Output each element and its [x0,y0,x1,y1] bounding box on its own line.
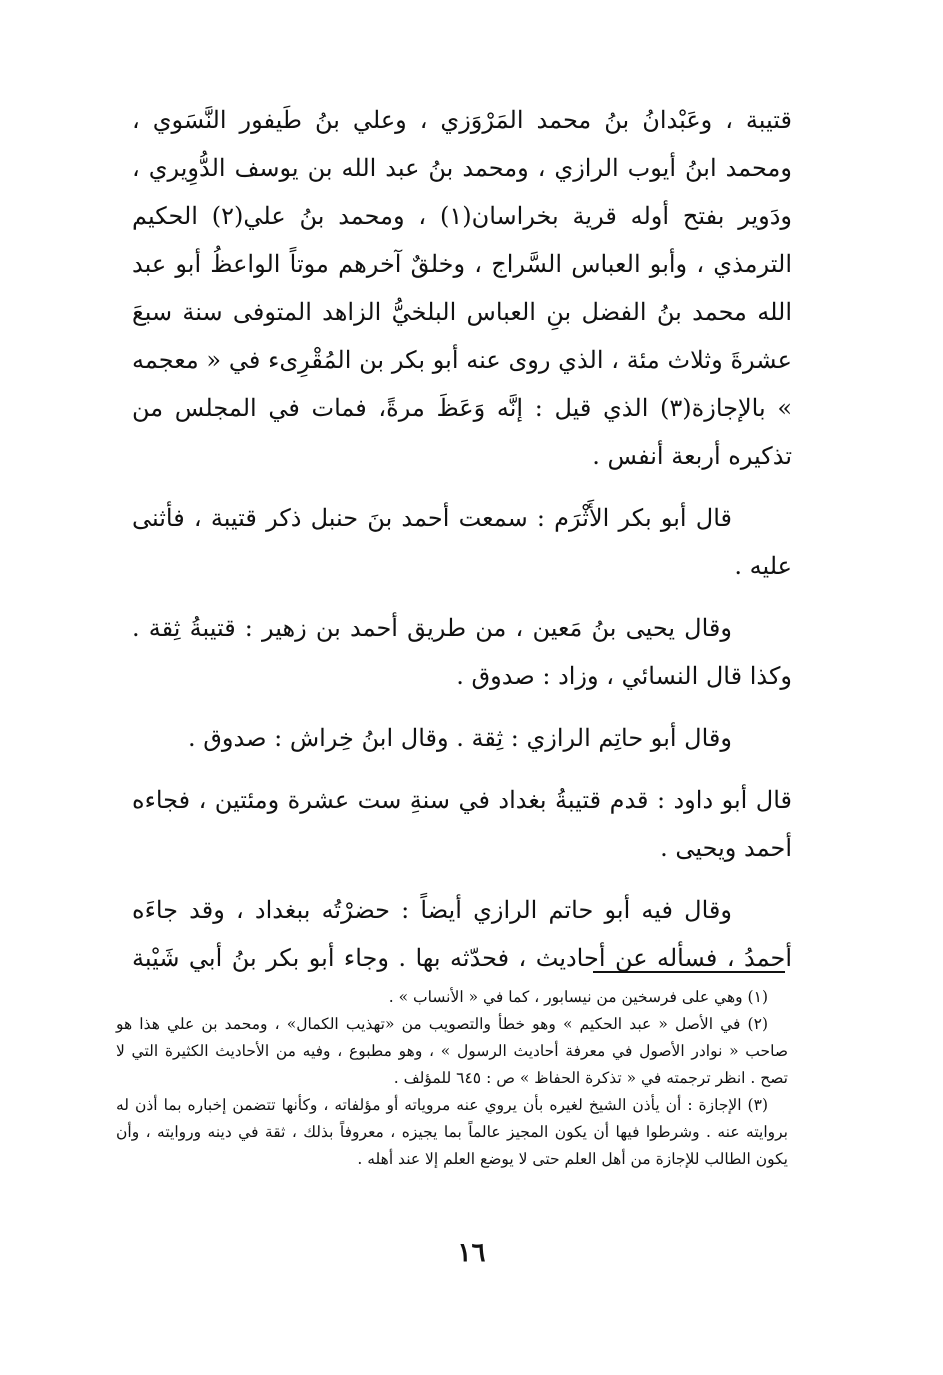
paragraph-6: وقال فيه أبو حاتم الرازي أيضاً : حضرْتُه ببغداد ، وقد جاءَه أحمدُ ، فسأله عن أحاديث ، فحدّثه بها . وجاء أبو بكر بنُ أبي شَيْبة [132,896,792,972]
page-number: ١٦ [457,1238,486,1268]
main-text [132,96,792,982]
paragraph-1: قتيبة ، وعَبْدانُ بنُ محمد المَرْوَزي ، وعلي بنُ طَيفور النَّسَوي ، ومحمد ابنُ أيوب الرازي ، ومحمد بنُ عبد الله بن يوسف الدُّوِيري ، ودَوير بفتح أوله قرية بخراسان(١) ، ومحمد بنُ علي(٢) الحكيم الترمذي ، وأبو العباس السَّراج ، وخلقٌ آخرهم موتاً الواعظُ أبو عبد الله محمد بنُ الفضل بنِ العباس البلخيُّ الزاهد المتوفى سنة سبعَ عشرةَ وثلاث مئة ، الذي روى عنه أبو بكر بن المُقْرِىء في « معجمه » بالإجازة(٣) الذي قيل : إنَّه وَعَظَ مرةً، فمات في المجلس من تذكيره أربعة أنفس . [132,106,792,470]
footnotes [116,984,788,1173]
paragraph-4: وقال أبو حاتِم الرازي : ثِقة . وقال ابنُ خِراش : صدوق . [188,724,732,752]
paragraph-2: قال أبو بكر الأَثْرَم : سمعت أحمد بنَ حنبل ذكر قتيبة ، فأثنى عليه . [132,504,792,580]
footnote-separator [593,971,785,973]
paragraph-3: وقال يحيى بنُ مَعين ، من طريق أحمد بن زهير : قتيبةُ ثِقة . وكذا قال النسائي ، وزاد : صدوق . [132,614,792,690]
footnote-1: (١) وهي على فرسخين من نيسابور ، كما في « الأنساب » . [388,988,768,1006]
paragraph-5: قال أبو داود : قدم قتيبةُ بغداد في سنةِ ست عشرة ومئتين ، فجاءه أحمد ويحيى . [132,786,792,862]
footnote-2: (٢) في الأصل « عبد الحكيم » وهو خطأ والتصويب من «تهذيب الكمال» ، ومحمد بن علي هذا هو صاحب « نوادر الأصول في معرفة أحاديث الرسول » ، وهو مطبوع ، وفيه من الأحاديث الكثيرة التي لا تصح . انظر ترجمته في « تذكرة الحفاظ » ص : ٦٤٥ للمؤلف . [116,1015,788,1087]
footnote-3: (٣) الإجازة : أن يأذن الشيخ لغيره بأن يروي عنه مروياته أو مؤلفاته ، وكأنها تتضمن إخباره بما أذن له بروايته عنه . وشرطوا فيها أن يكون المجيز عالماً بما يجيزه ، معروفاً بذلك ، ثقة في دينه وروايته ، وأن يكون الطالب للإجازة من أهل العلم حتى لا يوضع العلم إلا عند أهله . [116,1096,788,1168]
